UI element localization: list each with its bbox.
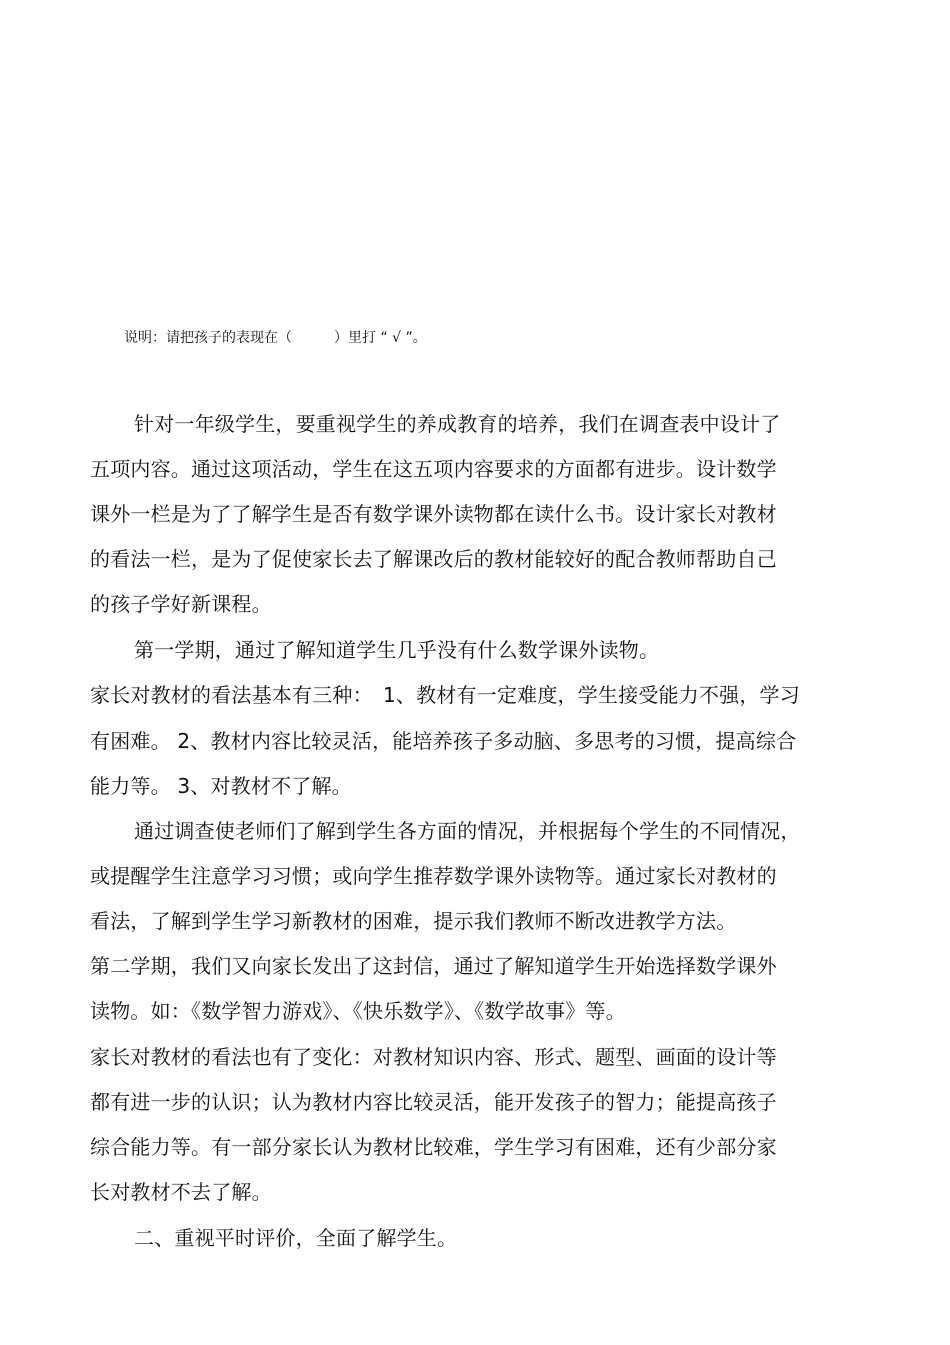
paragraph-line: 都有进一步的认识；认为教材内容比较灵活，能开发孩子的智力；能提高孩子 <box>90 1090 777 1114</box>
paragraph-line: 综合能力等。有一部分家长认为教材比较难，学生学习有困难，还有少部分家 <box>90 1135 777 1159</box>
paragraph-line: 能力等。 3、对教材不了解。 <box>90 774 352 798</box>
paragraph-line: 的看法一栏，是为了促使家长去了解课改后的教材能较好的配合教师帮助自己 <box>90 547 777 571</box>
paragraph-line: 读物。如：《数学智力游戏》、《快乐数学》、《数学故事》等。 <box>90 999 626 1023</box>
instruction-note: 说明：请把孩子的表现在（ ）里打 “ √ ”。 <box>124 330 427 346</box>
paragraph-line: 有困难。 2、教材内容比较灵活，能培养孩子多动脑、多思考的习惯，提高综合 <box>90 729 797 753</box>
paragraph-line: 看法，了解到学生学习新教材的困难，提示我们教师不断改进教学方法。 <box>90 909 737 933</box>
paragraph-line: 长对教材不去了解。 <box>90 1180 272 1204</box>
paragraph-line: 课外一栏是为了了解学生是否有数学课外读物都在读什么书。设计家长对教材 <box>90 502 777 526</box>
section-heading: 二、重视平时评价，全面了解学生。 <box>134 1226 458 1250</box>
paragraph-line: 或提醒学生注意学习习惯；或向学生推荐数学课外读物等。通过家长对教材的 <box>90 864 777 888</box>
paragraph-line: 五项内容。通过这项活动，学生在这五项内容要求的方面都有进步。设计数学 <box>90 457 777 481</box>
paragraph-line: 第一学期，通过了解知道学生几乎没有什么数学课外读物。 <box>134 638 660 662</box>
paragraph-line: 通过调查使老师们了解到学生各方面的情况，并根据每个学生的不同情况， <box>134 819 801 843</box>
paragraph-line: 家长对教材的看法基本有三种： 1、教材有一定难度，学生接受能力不强，学习 <box>90 683 800 707</box>
paragraph-line: 针对一年级学生，要重视学生的养成教育的培养，我们在调查表中设计了 <box>134 412 781 436</box>
paragraph-line: 家长对教材的看法也有了变化：对教材知识内容、形式、题型、画面的设计等 <box>90 1045 777 1069</box>
paragraph-line: 第二学期，我们又向家长发出了这封信，通过了解知道学生开始选择数学课外 <box>90 954 777 978</box>
paragraph-line: 的孩子学好新课程。 <box>90 592 272 616</box>
